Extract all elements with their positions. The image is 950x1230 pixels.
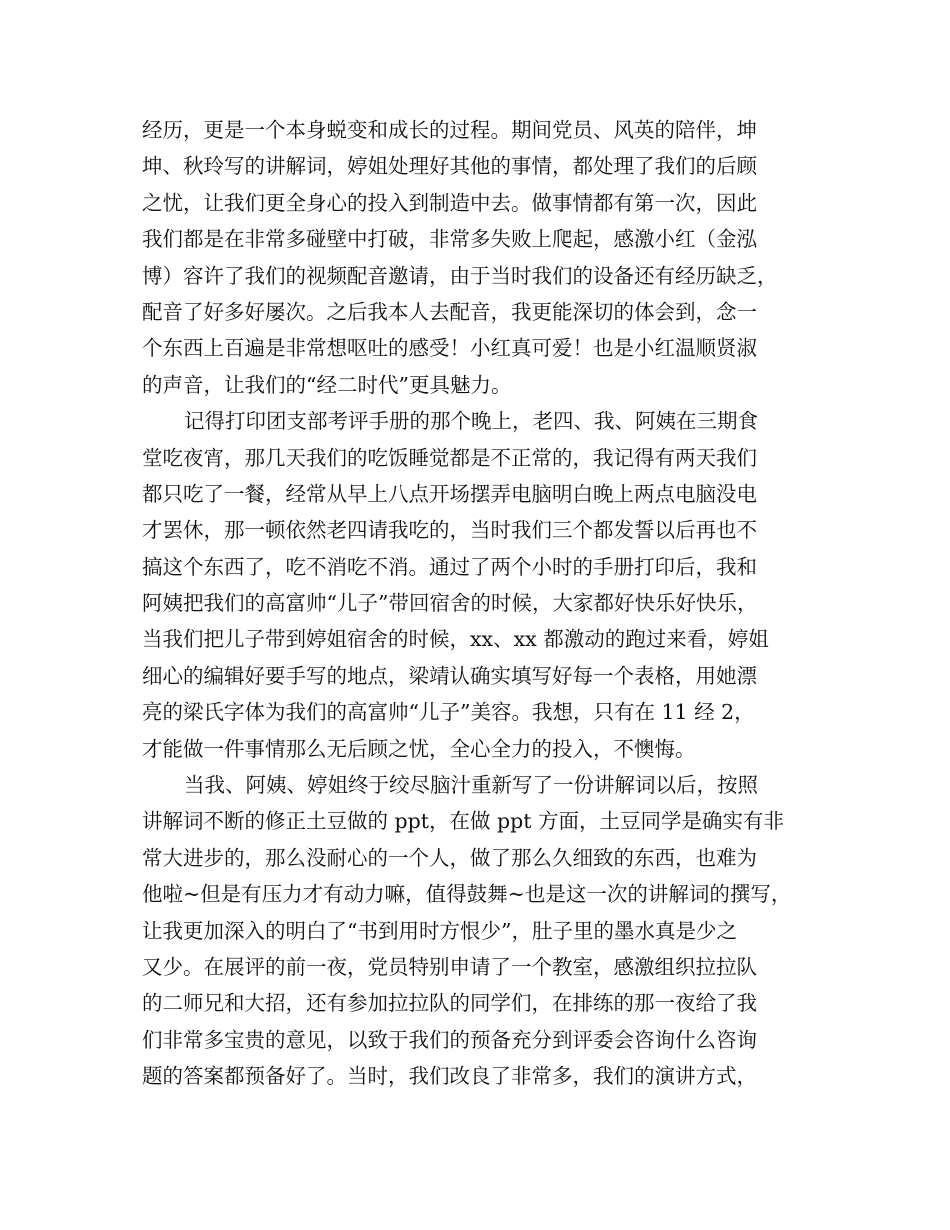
text-line: 堂吃夜宵，那几天我们的吃饭睡觉都是不正常的，我记得有两天我们	[142, 445, 757, 470]
document-body	[142, 112, 812, 1095]
text-line: 们非常多宝贵的意见，以致于我们的预备充分到评委会咨询什么咨询	[142, 1027, 757, 1052]
text-line: 经历，更是一个本身蜕变和成长的过程。期间党员、风英的陪伴，坤	[142, 118, 757, 142]
text-line: 当我、阿姨、婷姐终于绞尽脑汁重新写了一份讲解词以后，按照	[184, 773, 758, 798]
text-line: 都只吃了一餐，经常从早上八点开场摆弄电脑明白晚上两点电脑没电	[142, 481, 757, 506]
text-line: 记得打印团支部考评手册的那个晚上，老四、我、阿姨在三期食	[184, 409, 758, 434]
text-line: 才罢休，那一顿依然老四请我吃的，当时我们三个都发誓以后再也不	[142, 518, 757, 543]
paragraph-3	[142, 767, 812, 1095]
text-line: 个东西上百遍是非常想呕吐的感受！小红真可爱！也是小红温顺贤淑	[142, 336, 757, 361]
paragraph-1	[142, 112, 812, 403]
text-line: 我们都是在非常多碰壁中打破，非常多失败上爬起，感激小红（金泓	[142, 227, 757, 252]
text-line: 的声音，让我们的“经二时代”更具魅力。	[142, 372, 512, 397]
text-line: 的二师兄和大招，还有参加拉拉队的同学们，在排练的那一夜给了我	[142, 991, 757, 1016]
text-line: 阿姨把我们的高富帅“儿子”带回宿舍的时候，大家都好快乐好快乐，	[142, 591, 758, 616]
text-line: 当我们把儿子带到婷姐宿舍的时候，xx、xx 都激动的跑过来看，婷姐	[142, 627, 769, 652]
text-line: 他啦~但是有压力才有动力嘛，值得鼓舞~也是这一次的讲解词的撰写，	[142, 882, 792, 907]
text-line: 搞这个东西了，吃不消吃不消。通过了两个小时的手册打印后，我和	[142, 554, 757, 579]
text-line: 坤、秋玲写的讲解词，婷姐处理好其他的事情，都处理了我们的后顾	[142, 154, 757, 179]
text-line: 又少。在展评的前一夜，党员特别申请了一个教室，感激组织拉拉队	[142, 954, 757, 979]
text-line: 博）容许了我们的视频配音邀请，由于当时我们的设备还有经历缺乏，	[142, 263, 778, 288]
text-line: 配音了好多好屡次。之后我本人去配音，我更能深切的体会到，念一	[142, 299, 757, 324]
text-line: 细心的编辑好要手写的地点，梁靖认确实填写好每一个表格，用她漂	[142, 663, 757, 688]
text-line: 亮的梁氏字体为我们的高富帅“儿子”美容。我想，只有在 11 经 2，	[142, 700, 755, 725]
text-line: 让我更加深入的明白了“书到用时方恨少”，肚子里的墨水真是少之	[142, 918, 737, 943]
text-line: 讲解词不断的修正土豆做的 ppt，在做 ppt 方面，土豆同学是确实有非	[142, 809, 785, 834]
text-line: 题的答案都预备好了。当时，我们改良了非常多，我们的演讲方式，	[142, 1064, 757, 1089]
text-line: 常大进步的，那么没耐心的一个人，做了那么久细致的东西，也难为	[142, 845, 757, 870]
text-line: 之忧，让我们更全身心的投入到制造中去。做事情都有第一次，因此	[142, 190, 757, 215]
paragraph-2	[142, 403, 812, 767]
text-line: 才能做一件事情那么无后顾之忧，全心全力的投入，不懊悔。	[142, 736, 696, 761]
